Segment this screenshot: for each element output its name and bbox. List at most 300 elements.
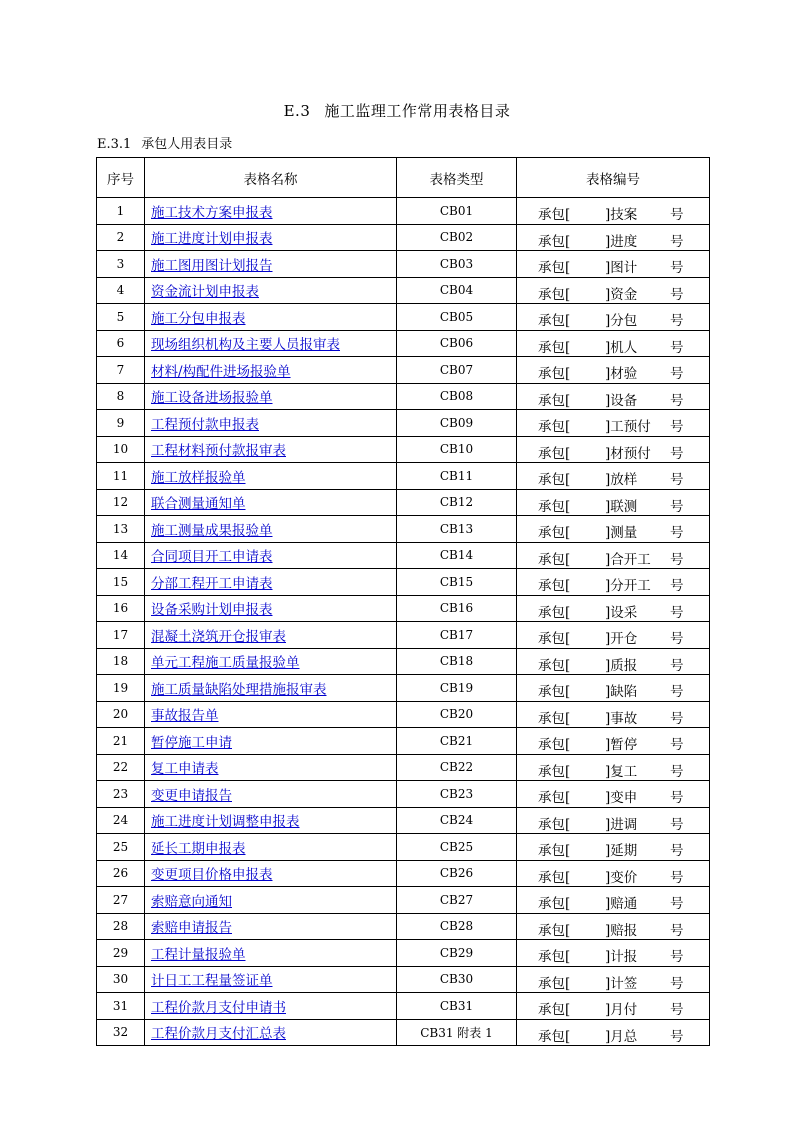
section-title-text: 承包人用表目录: [141, 137, 233, 152]
row-form-code: [517, 436, 710, 463]
code-prefix: 承包[: [538, 843, 571, 859]
code-abbreviation: 暂停: [610, 737, 638, 753]
row-form-name-cell: [145, 860, 397, 887]
code-abbreviation: 设采: [610, 604, 638, 621]
form-name-link[interactable]: 计日工工程量签证单: [151, 973, 273, 990]
code-prefix: 承包[: [538, 1002, 571, 1018]
contractor-forms-table: [96, 157, 710, 1046]
row-form-type: CB31 附表 1: [397, 1019, 517, 1046]
row-serial-number: 27: [97, 887, 145, 914]
code-abbreviation: 图计: [610, 260, 638, 276]
table-row: [97, 463, 710, 490]
code-bracket-abbreviation: [605, 548, 651, 568]
code-prefix: 承包[: [538, 790, 571, 806]
table-row: [97, 675, 710, 702]
code-bracket-abbreviation: [605, 945, 637, 965]
code-suffix: 号: [670, 843, 684, 859]
row-form-type: CB19: [397, 675, 517, 702]
row-serial-number: 15: [97, 569, 145, 596]
code-abbreviation: 放样: [610, 472, 638, 488]
form-name-link[interactable]: 施工进度计划申报表: [151, 231, 273, 248]
code-bracket-close: ]: [605, 631, 611, 647]
row-form-code: [517, 224, 710, 251]
code-suffix: 号: [670, 1028, 684, 1045]
table-row: [97, 860, 710, 887]
form-name-link[interactable]: 变更申请报告: [151, 787, 232, 804]
document-title-number: E.3: [283, 102, 311, 120]
code-suffix: 号: [670, 816, 684, 833]
code-abbreviation: 分开工: [610, 578, 651, 594]
row-form-name-cell: [145, 675, 397, 702]
row-serial-number: 12: [97, 489, 145, 516]
row-serial-number: 13: [97, 516, 145, 543]
code-bracket-abbreviation: [605, 998, 637, 1018]
table-row: [97, 781, 710, 808]
code-prefix: 承包[: [538, 419, 571, 435]
code-bracket-abbreviation: [605, 972, 637, 992]
code-bracket-close: ]: [605, 260, 611, 276]
form-name-link[interactable]: 索赔意向通知: [151, 893, 232, 910]
table-row: [97, 622, 710, 649]
form-name-link[interactable]: 设备采购计划申报表: [151, 602, 273, 619]
form-name-link[interactable]: 施工图用图计划报告: [151, 257, 273, 274]
row-form-name-cell: [145, 701, 397, 728]
row-form-name-cell: [145, 516, 397, 543]
table-row: [97, 224, 710, 251]
row-form-name-cell: [145, 330, 397, 357]
code-prefix: 承包[: [538, 525, 571, 541]
table-row: [97, 383, 710, 410]
code-abbreviation: 进度: [610, 233, 638, 250]
row-form-type: CB10: [397, 436, 517, 463]
code-abbreviation: 资金: [610, 286, 638, 303]
form-name-link[interactable]: 材料/构配件进场报验单: [151, 363, 291, 380]
row-form-type: CB23: [397, 781, 517, 808]
code-prefix: 承包[: [538, 657, 571, 674]
code-bracket-close: ]: [605, 366, 611, 382]
row-serial-number: 2: [97, 224, 145, 251]
code-prefix: 承包[: [538, 737, 571, 753]
code-bracket-close: ]: [605, 551, 611, 568]
code-suffix: 号: [670, 790, 684, 806]
code-bracket-close: ]: [605, 737, 611, 753]
form-name-link[interactable]: 现场组织机构及主要人员报审表: [151, 337, 340, 354]
form-name-link[interactable]: 施工测量成果报验单: [151, 522, 273, 539]
row-form-code: [517, 940, 710, 967]
row-form-code: [517, 569, 710, 596]
row-serial-number: 25: [97, 834, 145, 861]
code-abbreviation: 机人: [610, 339, 638, 356]
code-abbreviation: 工预付: [610, 419, 651, 435]
code-suffix: 号: [670, 710, 684, 727]
form-name-link[interactable]: 事故报告单: [151, 708, 219, 725]
row-form-code: [517, 887, 710, 914]
row-form-code: [517, 834, 710, 861]
code-bracket-close: ]: [605, 313, 611, 329]
code-bracket-abbreviation: [605, 786, 637, 806]
row-form-name-cell: [145, 781, 397, 808]
row-serial-number: 30: [97, 966, 145, 993]
row-form-name-cell: [145, 993, 397, 1020]
code-bracket-close: ]: [605, 790, 611, 806]
code-abbreviation: 材验: [610, 366, 638, 382]
code-prefix: 承包[: [538, 578, 571, 594]
row-serial-number: 9: [97, 410, 145, 437]
code-bracket-close: ]: [605, 472, 611, 488]
code-bracket-close: ]: [605, 763, 611, 780]
code-bracket-abbreviation: [605, 919, 637, 939]
row-form-type: CB12: [397, 489, 517, 516]
row-form-type: CB31: [397, 993, 517, 1020]
row-form-type: CB01: [397, 198, 517, 225]
row-serial-number: 7: [97, 357, 145, 384]
table-row: [97, 1019, 710, 1046]
row-form-name-cell: [145, 807, 397, 834]
code-prefix: 承包[: [538, 445, 571, 462]
code-suffix: 号: [670, 392, 684, 409]
row-form-code: [517, 251, 710, 278]
code-suffix: 号: [670, 631, 684, 647]
row-form-code: [517, 781, 710, 808]
code-bracket-close: ]: [605, 339, 611, 356]
table-row: [97, 993, 710, 1020]
code-abbreviation: 设备: [610, 392, 638, 409]
row-form-code: [517, 542, 710, 569]
row-form-code: [517, 807, 710, 834]
row-form-type: CB07: [397, 357, 517, 384]
table-row: [97, 410, 710, 437]
code-abbreviation: 分包: [610, 313, 638, 329]
code-prefix: 承包[: [538, 763, 571, 780]
table-row: [97, 436, 710, 463]
code-abbreviation: 开仓: [610, 631, 638, 647]
code-bracket-close: ]: [605, 498, 611, 515]
code-abbreviation: 联测: [610, 498, 638, 515]
row-form-code: [517, 463, 710, 490]
row-form-type: CB13: [397, 516, 517, 543]
row-form-type: CB08: [397, 383, 517, 410]
code-bracket-abbreviation: [605, 283, 637, 303]
code-suffix: 号: [670, 366, 684, 382]
code-prefix: 承包[: [538, 233, 571, 250]
code-suffix: 号: [670, 551, 684, 568]
code-suffix: 号: [670, 763, 684, 780]
row-form-type: CB11: [397, 463, 517, 490]
row-serial-number: 3: [97, 251, 145, 278]
row-serial-number: 1: [97, 198, 145, 225]
document-title: [0, 100, 794, 121]
row-serial-number: 16: [97, 595, 145, 622]
code-bracket-abbreviation: [605, 866, 637, 886]
form-name-link[interactable]: 工程材料预付款报审表: [151, 443, 286, 460]
code-suffix: 号: [670, 922, 684, 939]
form-name-link[interactable]: 混凝土浇筑开仓报审表: [151, 628, 286, 645]
code-abbreviation: 质报: [610, 657, 638, 674]
code-bracket-abbreviation: [605, 627, 637, 647]
code-bracket-close: ]: [605, 233, 611, 250]
row-form-type: CB03: [397, 251, 517, 278]
code-bracket-abbreviation: [605, 707, 637, 727]
code-suffix: 号: [670, 869, 684, 886]
row-form-type: CB18: [397, 648, 517, 675]
code-suffix: 号: [670, 445, 684, 462]
code-prefix: 承包[: [538, 896, 571, 912]
code-prefix: 承包[: [538, 710, 571, 727]
form-name-link[interactable]: 工程计量报验单: [151, 946, 246, 963]
table-row: [97, 542, 710, 569]
code-bracket-abbreviation: [605, 203, 637, 223]
section-title: [97, 133, 232, 152]
form-name-link[interactable]: 单元工程施工质量报验单: [151, 655, 300, 672]
code-bracket-abbreviation: [605, 442, 651, 462]
row-form-type: CB04: [397, 277, 517, 304]
code-bracket-abbreviation: [605, 230, 637, 250]
code-suffix: 号: [670, 975, 684, 992]
row-form-name-cell: [145, 1019, 397, 1046]
table-row: [97, 304, 710, 331]
form-name-link[interactable]: 分部工程开工申请表: [151, 575, 273, 592]
code-bracket-abbreviation: [605, 813, 637, 833]
form-name-link[interactable]: 合同项目开工申请表: [151, 549, 273, 566]
table-row: [97, 728, 710, 755]
row-form-name-cell: [145, 277, 397, 304]
code-abbreviation: 合开工: [610, 551, 651, 568]
code-bracket-abbreviation: [605, 1025, 637, 1045]
table-row: [97, 754, 710, 781]
row-form-type: CB26: [397, 860, 517, 887]
row-form-code: [517, 675, 710, 702]
row-form-code: [517, 754, 710, 781]
form-name-link[interactable]: 工程价款月支付申请书: [151, 999, 286, 1016]
row-form-type: CB16: [397, 595, 517, 622]
row-form-code: [517, 304, 710, 331]
row-form-name-cell: [145, 887, 397, 914]
code-prefix: 承包[: [538, 631, 571, 647]
row-serial-number: 24: [97, 807, 145, 834]
row-form-code: [517, 993, 710, 1020]
row-form-name-cell: [145, 357, 397, 384]
code-bracket-close: ]: [605, 949, 611, 965]
code-prefix: 承包[: [538, 1028, 571, 1045]
form-name-link[interactable]: 工程预付款申报表: [151, 416, 259, 433]
row-form-type: CB20: [397, 701, 517, 728]
row-form-name-cell: [145, 622, 397, 649]
code-prefix: 承包[: [538, 975, 571, 992]
row-form-type: CB22: [397, 754, 517, 781]
form-name-link[interactable]: 变更项目价格申报表: [151, 867, 273, 884]
code-bracket-close: ]: [605, 657, 611, 674]
row-serial-number: 22: [97, 754, 145, 781]
code-prefix: 承包[: [538, 313, 571, 329]
code-bracket-abbreviation: [605, 309, 637, 329]
row-serial-number: 26: [97, 860, 145, 887]
code-abbreviation: 事故: [610, 710, 638, 727]
row-form-name-cell: [145, 834, 397, 861]
row-form-name-cell: [145, 224, 397, 251]
form-name-link[interactable]: 复工申请表: [151, 761, 219, 778]
code-bracket-close: ]: [605, 1002, 611, 1018]
row-serial-number: 20: [97, 701, 145, 728]
table-row: [97, 569, 710, 596]
code-bracket-close: ]: [605, 816, 611, 833]
code-suffix: 号: [670, 419, 684, 435]
row-form-code: [517, 198, 710, 225]
code-abbreviation: 延期: [610, 843, 638, 859]
row-form-type: CB17: [397, 622, 517, 649]
row-form-name-cell: [145, 251, 397, 278]
code-bracket-abbreviation: [605, 680, 637, 700]
row-form-type: CB15: [397, 569, 517, 596]
row-form-name-cell: [145, 198, 397, 225]
header-form-code: 表格编号: [517, 158, 710, 198]
table-row: [97, 277, 710, 304]
row-form-code: [517, 330, 710, 357]
code-bracket-abbreviation: [605, 733, 637, 753]
code-suffix: 号: [670, 949, 684, 965]
form-name-link[interactable]: 施工进度计划调整申报表: [151, 814, 300, 831]
code-bracket-close: ]: [605, 525, 611, 541]
row-serial-number: 10: [97, 436, 145, 463]
code-bracket-close: ]: [605, 710, 611, 727]
row-form-code: [517, 410, 710, 437]
code-prefix: 承包[: [538, 869, 571, 886]
code-abbreviation: 缺陷: [610, 684, 638, 700]
table-row: [97, 648, 710, 675]
row-form-type: CB29: [397, 940, 517, 967]
code-prefix: 承包[: [538, 498, 571, 515]
code-suffix: 号: [670, 1002, 684, 1018]
code-prefix: 承包[: [538, 339, 571, 356]
row-serial-number: 17: [97, 622, 145, 649]
row-form-code: [517, 383, 710, 410]
form-name-link[interactable]: 延长工期申报表: [151, 840, 246, 857]
code-suffix: 号: [670, 339, 684, 356]
code-prefix: 承包[: [538, 392, 571, 409]
row-form-name-cell: [145, 410, 397, 437]
code-abbreviation: 进调: [610, 816, 638, 833]
code-suffix: 号: [670, 657, 684, 674]
code-suffix: 号: [670, 737, 684, 753]
form-name-link[interactable]: 施工技术方案申报表: [151, 204, 273, 221]
code-prefix: 承包[: [538, 366, 571, 382]
row-form-code: [517, 489, 710, 516]
row-form-name-cell: [145, 463, 397, 490]
form-name-link[interactable]: 施工设备进场报验单: [151, 390, 273, 407]
code-bracket-close: ]: [605, 922, 611, 939]
code-bracket-close: ]: [605, 604, 611, 621]
code-bracket-abbreviation: [605, 256, 637, 276]
code-bracket-abbreviation: [605, 389, 637, 409]
table-row: [97, 834, 710, 861]
code-bracket-close: ]: [605, 975, 611, 992]
form-name-link[interactable]: 暂停施工申请: [151, 734, 232, 751]
code-bracket-abbreviation: [605, 601, 637, 621]
form-name-link[interactable]: 联合测量通知单: [151, 496, 246, 513]
table-row: [97, 913, 710, 940]
header-form-name: 表格名称: [145, 158, 397, 198]
row-form-type: CB28: [397, 913, 517, 940]
table-row: [97, 807, 710, 834]
code-prefix: 承包[: [538, 684, 571, 700]
row-form-name-cell: [145, 754, 397, 781]
row-serial-number: 11: [97, 463, 145, 490]
code-abbreviation: 变申: [610, 790, 638, 806]
code-bracket-close: ]: [605, 684, 611, 700]
row-form-code: [517, 648, 710, 675]
code-bracket-abbreviation: [605, 336, 637, 356]
code-suffix: 号: [670, 604, 684, 621]
code-suffix: 号: [670, 578, 684, 594]
row-form-code: [517, 913, 710, 940]
table-row: [97, 701, 710, 728]
row-form-type: CB21: [397, 728, 517, 755]
table-row: [97, 489, 710, 516]
code-prefix: 承包[: [538, 922, 571, 939]
code-suffix: 号: [670, 498, 684, 515]
row-form-type: CB09: [397, 410, 517, 437]
code-bracket-abbreviation: [605, 892, 637, 912]
form-name-link[interactable]: 资金流计划申报表: [151, 284, 259, 301]
table-row: [97, 940, 710, 967]
row-serial-number: 23: [97, 781, 145, 808]
row-serial-number: 8: [97, 383, 145, 410]
document-title-text: 施工监理工作常用表格目录: [324, 102, 511, 120]
row-form-type: CB30: [397, 966, 517, 993]
header-serial-number: 序号: [97, 158, 145, 198]
code-bracket-abbreviation: [605, 415, 651, 435]
row-serial-number: 32: [97, 1019, 145, 1046]
table-row: [97, 330, 710, 357]
code-abbreviation: 材预付: [610, 445, 651, 462]
code-abbreviation: 赔报: [610, 922, 638, 939]
row-form-code: [517, 595, 710, 622]
row-form-type: CB24: [397, 807, 517, 834]
code-abbreviation: 测量: [610, 525, 638, 541]
code-prefix: 承包[: [538, 816, 571, 833]
code-suffix: 号: [670, 207, 684, 223]
row-serial-number: 18: [97, 648, 145, 675]
form-name-link[interactable]: 索赔申请报告: [151, 920, 232, 937]
row-form-code: [517, 622, 710, 649]
form-name-link[interactable]: 施工分包申报表: [151, 310, 246, 327]
row-form-code: [517, 728, 710, 755]
form-name-link[interactable]: 施工放样报验单: [151, 469, 246, 486]
row-form-name-cell: [145, 940, 397, 967]
row-form-code: [517, 701, 710, 728]
table-row: [97, 516, 710, 543]
row-serial-number: 5: [97, 304, 145, 331]
form-name-link[interactable]: 施工质量缺陷处理措施报审表: [151, 681, 327, 698]
row-form-type: CB02: [397, 224, 517, 251]
row-form-code: [517, 860, 710, 887]
code-bracket-close: ]: [605, 843, 611, 859]
row-form-type: CB27: [397, 887, 517, 914]
table-header-row: [97, 158, 710, 198]
code-prefix: 承包[: [538, 949, 571, 965]
row-serial-number: 19: [97, 675, 145, 702]
row-form-type: CB14: [397, 542, 517, 569]
row-form-name-cell: [145, 595, 397, 622]
code-bracket-abbreviation: [605, 654, 637, 674]
code-suffix: 号: [670, 260, 684, 276]
row-form-code: [517, 516, 710, 543]
form-name-link[interactable]: 工程价款月支付汇总表: [151, 1026, 286, 1043]
code-bracket-close: ]: [605, 392, 611, 409]
table-row: [97, 198, 710, 225]
code-suffix: 号: [670, 684, 684, 700]
code-suffix: 号: [670, 286, 684, 303]
row-serial-number: 28: [97, 913, 145, 940]
